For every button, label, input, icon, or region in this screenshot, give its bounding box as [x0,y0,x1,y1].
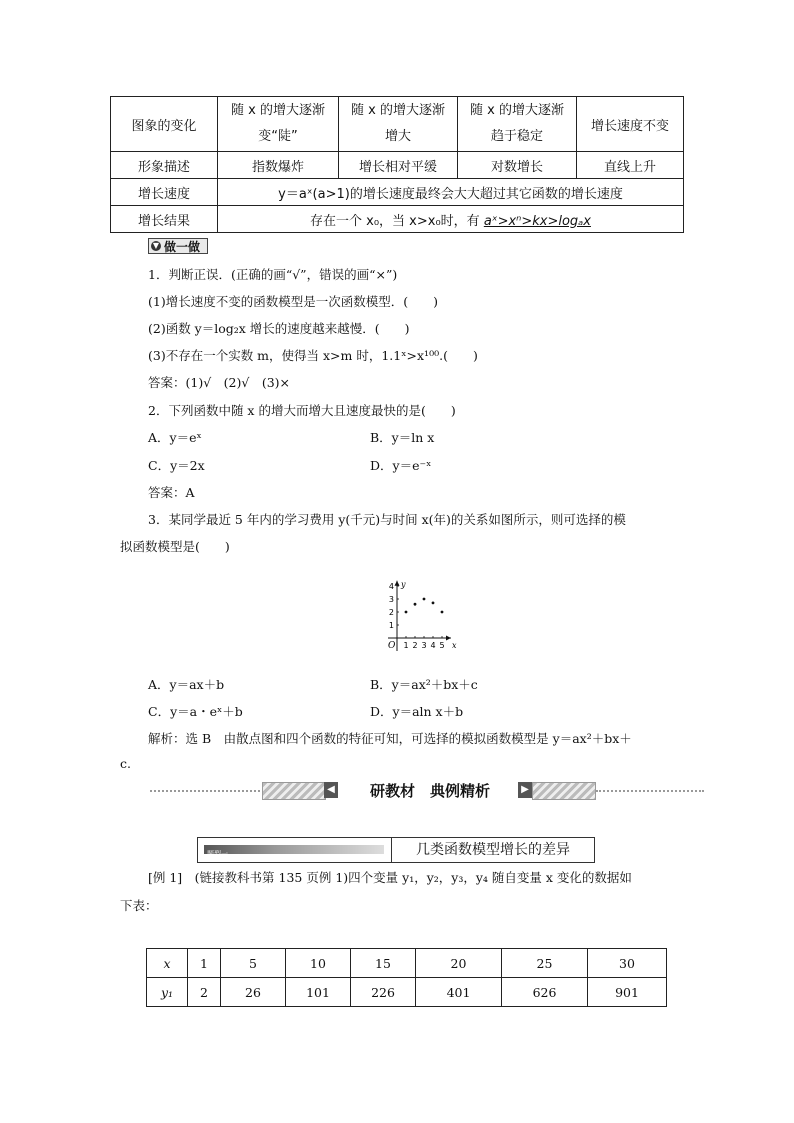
banner-bar-right [532,782,596,800]
cell: 形象描述 [111,152,218,179]
cell: 增长结果 [111,206,218,233]
solution-line1: 解析：选 B 由散点图和四个函数的特征可知，可选择的模拟函数模型是 y＝ax²＋bx＋ [148,731,632,746]
table-row [147,978,667,1007]
y-axis-arrow [395,581,400,586]
cell [217,206,683,233]
question-1-3: (3)不存在一个实数 m，使得当 x>m 时，1.1ˣ>x¹⁰⁰.( ) [148,348,478,363]
scatter-chart [355,560,465,670]
data-point [405,611,408,614]
table-cell: 20 [416,949,502,978]
y-tick-label: 4 [388,582,394,591]
question-2: 2．下列函数中随 x 的增大而增大且速度最快的是( ) [148,403,456,418]
table-cell: 1 [188,949,221,978]
y-tick-label: 2 [388,608,394,617]
x-tick-label: 2 [412,641,418,650]
cell: 随 x 的增大逐渐增大 [339,97,458,152]
data-point [432,602,435,605]
table-cell: 5 [221,949,286,978]
cell: 增长速度不变 [576,97,683,152]
table-cell: 226 [351,978,416,1007]
banner-title: 研教材 典例精析 [369,782,490,800]
cell: 直线上升 [576,152,683,179]
question-1-2: (2)函数 y＝log₂x 增长的速度越来越慢．( ) [148,321,410,336]
table-cell: 10 [286,949,351,978]
cell: 增长速度 [111,179,218,206]
data-table [146,948,667,1007]
result-formula: aˣ>xⁿ>kx>logₐx [483,213,591,229]
do-it-tag [148,238,208,254]
cell: 随 x 的增大逐渐变“陡” [217,97,338,152]
question-1-1: (1)增长速度不变的函数模型是一次函数模型．( ) [148,294,438,309]
option-d: D．y＝e⁻ˣ [370,458,432,473]
comparison-table [110,96,684,233]
x-tick-label: 4 [430,641,436,650]
q3-option-a: A．y＝ax＋b [148,677,225,692]
table-cell: 101 [286,978,351,1007]
table-cell: 26 [221,978,286,1007]
table-cell: y₁ [147,978,188,1007]
x-tick-label: 1 [403,641,409,650]
section-heading [197,837,595,863]
x-tick-label: 5 [439,641,445,650]
option-b: B．y＝ln x [370,430,435,445]
table-cell: 401 [416,978,502,1007]
question-3-line1: 3．某同学最近 5 年内的学习费用 y(千元)与时间 x(年)的关系如图所示，则可选择的模 [148,512,626,527]
example-line1: [例 1] (链接教科书第 135 页例 1)四个变量 y₁，y₂，y₃，y₄ 随自变量 x 变化的数据如 [148,870,632,885]
cell: 随 x 的增大逐渐趋于稳定 [458,97,577,152]
arrow-left-icon: ◀ [324,782,338,798]
banner-dots-right [596,790,704,792]
origin-label: O [388,641,396,651]
answer-2: 答案：A [148,485,195,500]
cell: y＝aˣ(a>1)的增长速度最终会大大超过其它函数的增长速度 [217,179,683,206]
y-tick-label: 3 [388,595,394,604]
question-3-line2: 拟函数模型是( ) [120,539,230,554]
table-cell: 25 [502,949,588,978]
banner-dots-left [150,790,260,792]
section-banner [150,778,704,804]
table-cell: 626 [502,978,588,1007]
section-title: 几类函数模型增长的差异 [416,842,570,858]
x-tick-label: 3 [421,641,427,650]
arrow-right-icon: ▶ [518,782,532,798]
y-tick-label: 1 [388,621,394,630]
cell: 图象的变化 [111,97,218,152]
option-c: C．y＝2x [148,458,205,473]
cell: 对数增长 [458,152,577,179]
data-point [423,598,426,601]
table-cell: x [147,949,188,978]
table-row [147,949,667,978]
question-1: 1．判断正误．(正确的画“√”，错误的画“×”) [148,267,398,282]
table-cell: 30 [588,949,667,978]
section-chip: 题型一 [204,845,384,854]
hand-icon: ▼ [152,241,160,250]
solution-line2: c. [120,756,131,771]
example-line2: 下表： [120,898,158,913]
cell: 增长相对平缓 [339,152,458,179]
option-a: A．y＝eˣ [148,430,202,445]
x-axis-arrow [446,636,451,641]
data-point [414,603,417,606]
table-cell: 15 [351,949,416,978]
cell: 指数爆炸 [217,152,338,179]
table-cell: 901 [588,978,667,1007]
q3-option-c: C．y＝a・eˣ＋b [148,704,243,719]
y-axis-label: y [401,579,406,589]
data-point [441,611,444,614]
banner-bar-left [262,782,326,800]
answer-1: 答案：(1)√ (2)√ (3)× [148,375,291,390]
q3-option-d: D．y＝aln x＋b [370,704,464,719]
tag-label: 做一做 [164,239,201,254]
result-text: 存在一个 x₀，当 x>x₀时，有 [310,213,480,229]
table-cell: 2 [188,978,221,1007]
x-axis-label: x [452,641,457,650]
q3-option-b: B．y＝ax²＋bx＋c [370,677,478,692]
